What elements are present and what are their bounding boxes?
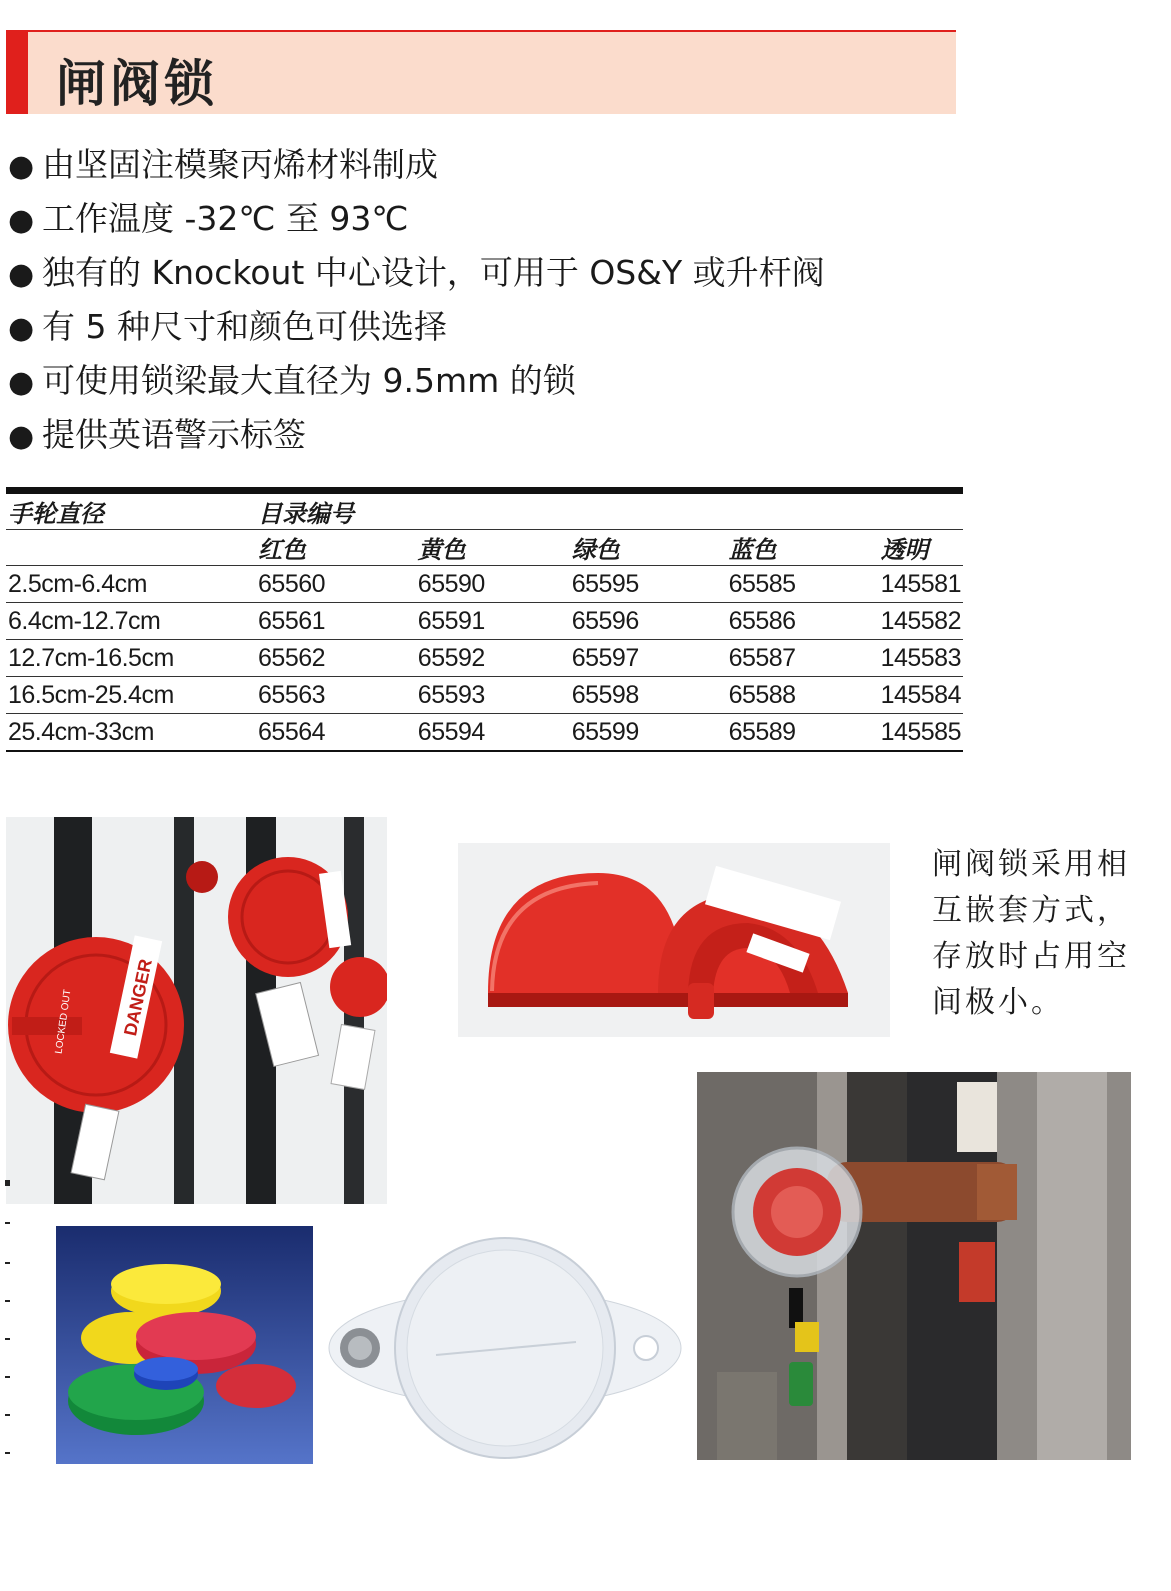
cell-yellow: 65592 — [416, 640, 570, 677]
cell-green: 65598 — [570, 677, 727, 714]
feature-text: 由坚固注模聚丙烯材料制成 — [42, 145, 438, 184]
cell-red: 65563 — [256, 677, 416, 714]
header-clear: 透明 — [879, 530, 963, 566]
page-title: 闸阀锁 — [56, 55, 218, 113]
feature-item — [8, 138, 958, 192]
cell-red: 65561 — [256, 603, 416, 640]
cell-diameter: 2.5cm-6.4cm — [6, 566, 256, 603]
header-yellow: 黄色 — [416, 530, 570, 566]
tick-mark — [5, 1414, 10, 1416]
cell-yellow: 65593 — [416, 677, 570, 714]
cell-clear: 145583 — [879, 640, 963, 677]
table-header-row — [6, 491, 963, 530]
bullet-icon: ● — [8, 149, 35, 184]
title-bar — [6, 30, 956, 114]
tick-mark — [5, 1300, 10, 1302]
cell-clear: 145584 — [879, 677, 963, 714]
spec-table — [6, 487, 963, 752]
cell-clear: 145581 — [879, 566, 963, 603]
header-catalog-number: 目录编号 — [256, 491, 963, 530]
cell-clear: 145585 — [879, 714, 963, 752]
table-row — [6, 640, 963, 677]
table-row — [6, 566, 963, 603]
tick-mark — [5, 1376, 10, 1378]
cell-yellow: 65590 — [416, 566, 570, 603]
feature-text: 可使用锁梁最大直径为 9.5mm 的锁 — [42, 361, 576, 400]
cell-diameter: 6.4cm-12.7cm — [6, 603, 256, 640]
cell-red: 65560 — [256, 566, 416, 603]
cell-green: 65595 — [570, 566, 727, 603]
feature-list — [8, 138, 958, 462]
header-empty — [6, 530, 256, 566]
feature-text: 有 5 种尺寸和颜色可供选择 — [42, 307, 447, 346]
cell-blue: 65589 — [727, 714, 879, 752]
cell-green: 65596 — [570, 603, 727, 640]
cell-yellow: 65594 — [416, 714, 570, 752]
danger-label: DANGER — [120, 957, 156, 1038]
cell-diameter: 25.4cm-33cm — [6, 714, 256, 752]
bullet-icon: ● — [8, 311, 35, 346]
feature-item — [8, 246, 958, 300]
photo-installed-clear-lockout — [697, 1072, 1131, 1460]
feature-item — [8, 192, 958, 246]
nesting-caption: 闸阀锁采用相互嵌套方式，存放时占用空间极小。 — [932, 847, 1130, 1020]
cell-red: 65564 — [256, 714, 416, 752]
header-red: 红色 — [256, 530, 416, 566]
cell-blue: 65586 — [727, 603, 879, 640]
bullet-icon: ● — [8, 365, 35, 400]
cell-yellow: 65591 — [416, 603, 570, 640]
cell-green: 65599 — [570, 714, 727, 752]
tick-mark — [5, 1338, 10, 1340]
photo-valve-lockouts-on-pipes — [6, 817, 387, 1204]
table-row — [6, 677, 963, 714]
feature-text: 提供英语警示标签 — [42, 415, 306, 454]
tick-mark — [5, 1262, 10, 1264]
table-color-header-row — [6, 530, 963, 566]
bullet-icon: ● — [8, 257, 35, 292]
bullet-icon: ● — [8, 203, 35, 238]
locked-out-label: LOCKED OUT — [53, 988, 74, 1055]
cell-red: 65562 — [256, 640, 416, 677]
photo-colored-lockouts — [56, 1226, 313, 1464]
cell-green: 65597 — [570, 640, 727, 677]
header-blue: 蓝色 — [727, 530, 879, 566]
title-accent — [6, 32, 28, 114]
feature-text: 独有的 Knockout 中心设计，可用于 OS&Y 或升杆阀 — [42, 253, 825, 292]
feature-item — [8, 300, 958, 354]
tick-mark — [5, 1180, 10, 1186]
cell-blue: 65585 — [727, 566, 879, 603]
tick-mark — [5, 1452, 10, 1454]
bullet-icon: ● — [8, 419, 35, 454]
cell-blue: 65587 — [727, 640, 879, 677]
photo-clear-lockout — [326, 1230, 684, 1462]
header-handwheel-diameter: 手轮直径 — [6, 491, 256, 530]
cell-diameter: 12.7cm-16.5cm — [6, 640, 256, 677]
header-green: 绿色 — [570, 530, 727, 566]
feature-item — [8, 408, 958, 462]
cell-clear: 145582 — [879, 603, 963, 640]
feature-item — [8, 354, 958, 408]
feature-text: 工作温度 -32℃ 至 93℃ — [42, 199, 409, 238]
table-row — [6, 603, 963, 640]
cell-diameter: 16.5cm-25.4cm — [6, 677, 256, 714]
photo-nested-lockouts — [458, 843, 890, 1037]
table-row — [6, 714, 963, 752]
cell-blue: 65588 — [727, 677, 879, 714]
tick-mark — [5, 1222, 10, 1224]
